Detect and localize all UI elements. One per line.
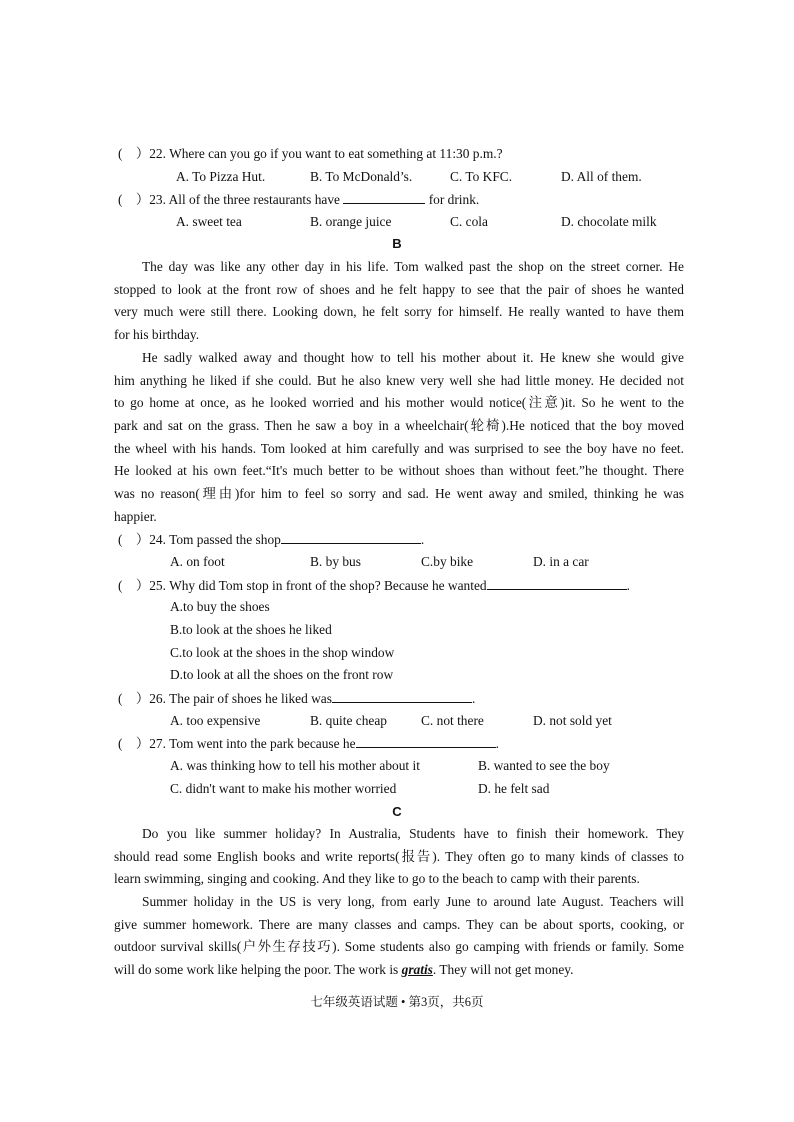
passage-c-paragraph-2 (114, 894, 684, 985)
passage-line: stopped to look at the front row of shoes and he felt happy to see that the pair of shoes he wanted (114, 281, 684, 297)
passage-line: the wheel with his hands. Tom looked at him carefully and was surprised to see the boy have no feet. (114, 440, 684, 456)
question-23 (118, 191, 479, 208)
highlighted-word: gratis (401, 962, 433, 978)
question-23-text-end: for drink. (425, 192, 480, 207)
q26-option-a: A. too expensive (170, 713, 261, 728)
page-footer: 七年级英语试题 • 第3页，共6页 (310, 995, 484, 1009)
passage-line: happier. (114, 508, 157, 524)
q22-option-b: B. To McDonald’s. (310, 169, 413, 184)
passage-line: The day was like any other day in his life. Tom walked past the shop on the street corner. He (142, 259, 684, 274)
q27-option-b: B. wanted to see the boy (478, 758, 610, 773)
question-26-text: ( ）26. The pair of shoes he liked was (118, 691, 332, 706)
q26-option-d: D. not sold yet (533, 713, 612, 728)
answer-blank (356, 735, 496, 748)
question-26 (118, 690, 475, 707)
passage-line: Summer holiday in the US is very long, from early June to around late August. Teachers will (142, 894, 684, 909)
answer-blank (343, 191, 425, 204)
section-b-heading: B (392, 236, 402, 251)
passage-line: give summer homework. There are many classes and camps. They can be about sports, cooking, or (114, 916, 684, 932)
passage-line: He sadly walked away and thought how to tell his mother about it. He knew she would give (142, 350, 684, 365)
passage-text: will do some work like helping the poor. The work is (114, 962, 402, 978)
passage-b-paragraph-1 (114, 259, 684, 350)
question-27 (118, 735, 499, 752)
q25-option-b: B.to look at the shoes he liked (170, 622, 332, 637)
q23-option-c: C. cola (450, 214, 488, 229)
question-24-text-end: . (420, 532, 425, 547)
passage-line: was no reason(理由)for him to feel so sorry and sad. He went away and smiled, thinking he was (114, 486, 684, 502)
answer-blank (281, 531, 421, 544)
answer-blank (487, 577, 627, 590)
passage-line: should read some English books and write reports(报告). They often go to many kinds of classes to (114, 848, 684, 864)
passage-c-paragraph-1 (114, 826, 684, 894)
passage-line: very much were still there. Looking down, he felt sorry for himself. He really wanted to have them (114, 304, 684, 320)
q25-option-d: D.to look at all the shoes on the front row (170, 667, 394, 682)
question-22: ( ）22. Where can you go if you want to eat something at 11:30 p.m.? (118, 146, 503, 161)
q22-option-c: C. To KFC. (450, 169, 513, 184)
passage-line: learn swimming, singing and cooking. And they like to go to the beach to camp with their parents. (114, 871, 640, 887)
question-25-text: ( ）25. Why did Tom stop in front of the shop? Because he wanted (118, 578, 487, 593)
q22-option-a: A. To Pizza Hut. (176, 169, 266, 184)
question-24-text: ( ）24. Tom passed the shop (118, 532, 281, 547)
section-c-heading: C (392, 804, 402, 819)
q24-option-d: D. in a car (533, 554, 589, 569)
q22-option-d: D. All of them. (561, 169, 642, 184)
q24-option-b: B. by bus (310, 554, 361, 569)
passage-line: He looked at his own feet.“It's much better to be without shoes than without feet.”he thought. There (114, 463, 684, 479)
passage-line: outdoor survival skills(户外生存技巧). Some students also go camping with friends or family. Some (114, 939, 684, 955)
question-25-text-end: . (626, 578, 630, 593)
passage-b-paragraph-2 (114, 350, 684, 532)
question-23-text: ( ）23. All of the three restaurants have (118, 192, 344, 207)
q27-option-a: A. was thinking how to tell his mother about it (170, 758, 420, 773)
passage-line: park and sat on the grass. Then he saw a boy in a wheelchair(轮椅).He noticed that the boy moved (114, 418, 684, 434)
question-27-text: ( ）27. Tom went into the park because he (118, 736, 356, 751)
passage-line: for his birthday. (114, 327, 200, 343)
q25-option-a: A.to buy the shoes (170, 599, 270, 614)
answer-blank (332, 690, 472, 703)
q26-option-b: B. quite cheap (310, 713, 387, 728)
q24-option-a: A. on foot (170, 554, 225, 569)
passage-text: . They will not get money. (432, 962, 574, 978)
question-26-text-end: . (471, 691, 476, 706)
passage-line: to go home at once, as he looked worried and his mother would notice(注意)it. So he went to the (114, 395, 684, 411)
passage-line: Do you like summer holiday? In Australia, Students have to finish their homework. They (142, 826, 684, 841)
q27-option-d: D. he felt sad (478, 781, 550, 796)
q23-option-a: A. sweet tea (176, 214, 242, 229)
passage-line: him anything he liked if she could. But he also knew very well she had little money. He decided not (114, 372, 684, 388)
question-27-text-end: . (495, 736, 499, 751)
q27-option-c: C. didn't want to make his mother worried (170, 781, 397, 796)
q26-option-c: C. not there (421, 713, 484, 728)
passage-line (114, 962, 684, 985)
q24-option-c: C.by bike (421, 554, 474, 569)
question-25 (118, 577, 630, 594)
q23-option-d: D. chocolate milk (561, 214, 657, 229)
q25-option-c: C.to look at the shoes in the shop window (170, 645, 395, 660)
q23-option-b: B. orange juice (310, 214, 392, 229)
question-24 (118, 531, 424, 548)
